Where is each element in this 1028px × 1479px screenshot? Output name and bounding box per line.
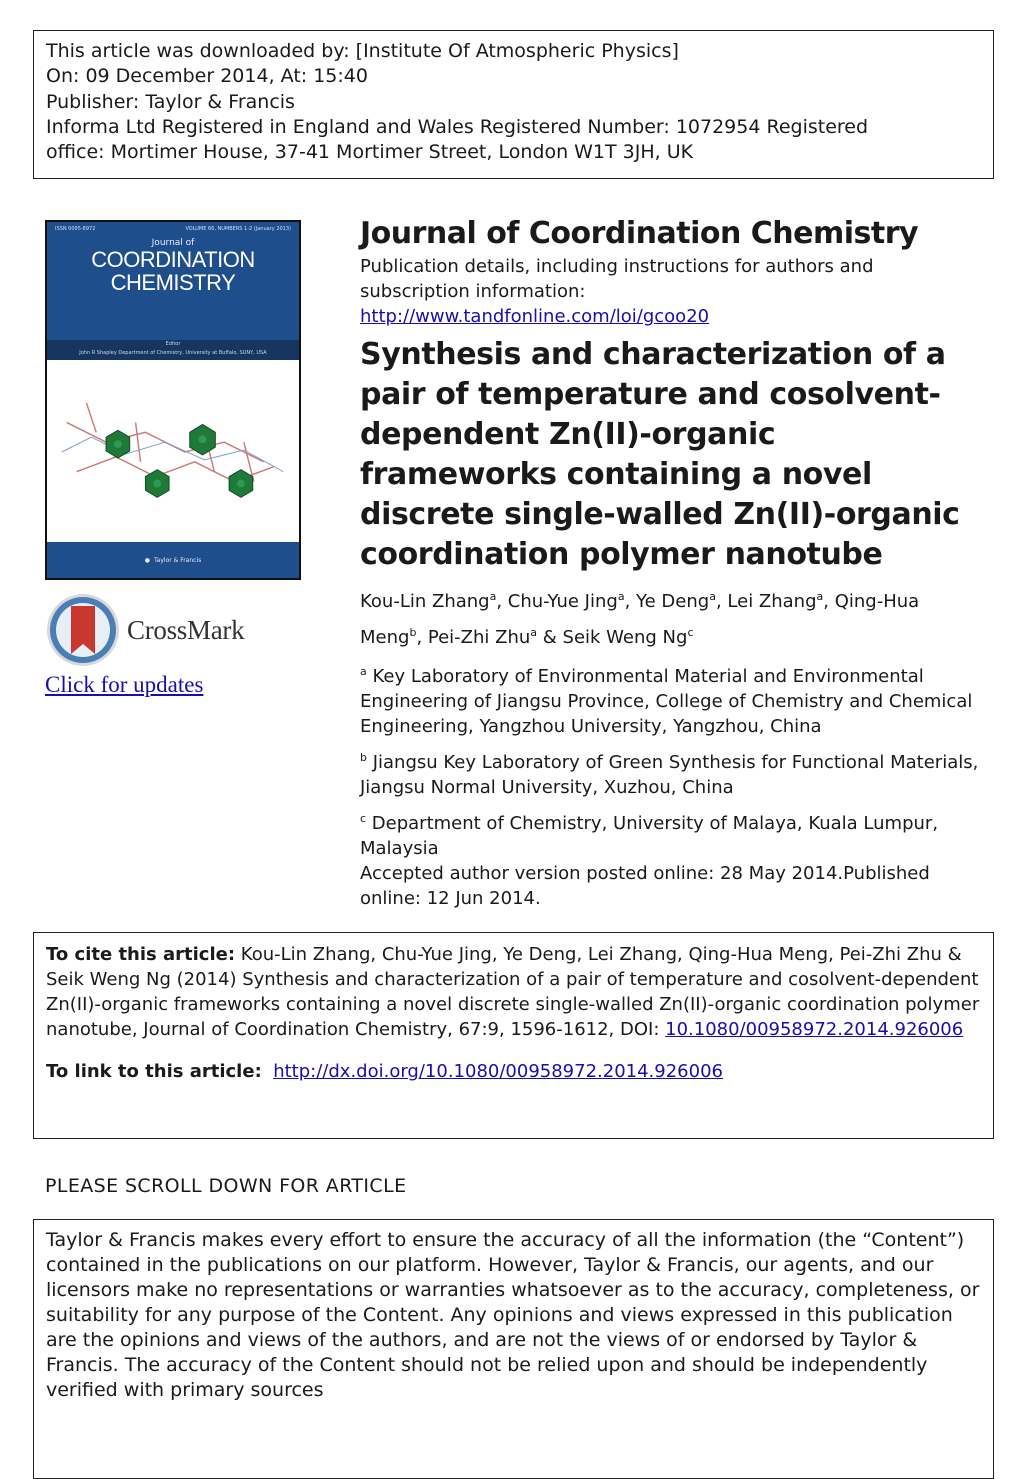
publisher-logo-icon: ● bbox=[144, 556, 150, 564]
article-header bbox=[360, 214, 980, 911]
crossmark-label: CrossMark bbox=[127, 614, 245, 645]
author-name: Lei Zhang bbox=[727, 591, 817, 612]
cover-volume: VOLUME 66, NUMBERS 1-2 (January 2013) bbox=[185, 226, 291, 232]
author-name: Chu-Yue Jing bbox=[507, 591, 618, 612]
citation-label: To cite this article: bbox=[46, 944, 236, 965]
cover-header bbox=[47, 222, 299, 340]
author-separator: , bbox=[624, 591, 637, 612]
author-affil-mark: a bbox=[709, 590, 716, 603]
affiliation bbox=[360, 806, 980, 861]
affiliation bbox=[360, 745, 980, 800]
affiliation bbox=[360, 659, 980, 739]
download-info-line: On: 09 December 2014, At: 15:40 bbox=[46, 65, 368, 88]
affiliation-text: Jiangsu Key Laboratory of Green Synthesis for Functional Materials, Jiangsu Normal University, Xuzhou, China bbox=[360, 752, 979, 798]
author-affil-mark: a bbox=[816, 590, 824, 603]
author-separator: , bbox=[823, 591, 835, 612]
author-name: Kou-Lin Zhang bbox=[360, 591, 490, 612]
author-separator: & bbox=[537, 627, 563, 648]
click-for-updates-link[interactable]: Click for updates bbox=[45, 672, 204, 697]
author-affil-mark: a bbox=[617, 590, 625, 603]
citation-box bbox=[33, 932, 994, 1139]
cover-publisher-bar bbox=[47, 542, 299, 578]
author-separator: , bbox=[715, 591, 728, 612]
affiliation-text: Department of Chemistry, University of Malaya, Kuala Lumpur, Malaysia bbox=[360, 813, 939, 859]
author-name: Qing-Hua Meng bbox=[360, 591, 920, 648]
cover-editor-band bbox=[47, 340, 299, 360]
scroll-down-notice: PLEASE SCROLL DOWN FOR ARTICLE bbox=[45, 1175, 407, 1197]
crossmark-icon bbox=[45, 592, 121, 668]
disclaimer-text: Taylor & Francis makes every effort to ensure the accuracy of all the information (the “Content”) contained in the publications on our platform. However, Taylor & Francis, our agents, and our licensors make no representations or warranties whatsoever as to the accuracy, completeness, or suitability for any purpose of the Content. Any opinions and views expressed in this publication are the opinions and views of the authors, and are not the views of or endorsed by Taylor & Francis. The accuracy of the Content should not be relied upon and should be independently verified with primary sources bbox=[46, 1229, 980, 1401]
author-affil-mark: a bbox=[530, 626, 538, 639]
molecule-illustration bbox=[47, 362, 299, 542]
article-doi-link[interactable]: http://dx.doi.org/10.1080/00958972.2014.926006 bbox=[273, 1061, 723, 1082]
disclaimer-box bbox=[33, 1219, 994, 1479]
cover-title-line: COORDINATION bbox=[91, 247, 255, 272]
article-title: Synthesis and characterization of a pair of temperature and cosolvent-dependent Zn(II)-organic frameworks containing a novel discrete single-walled Zn(II)-organic coordination polymer nanotube bbox=[360, 337, 960, 572]
download-info-line: This article was downloaded by: [Institute Of Atmospheric Physics] bbox=[46, 40, 679, 62]
author-separator: , bbox=[416, 627, 428, 648]
download-info-line: office: Mortimer House, 37-41 Mortimer Street, London W1T 3JH, UK bbox=[46, 141, 694, 164]
publication-details: Publication details, including instructions for authors and subscription information: bbox=[360, 256, 874, 302]
journal-cover-image[interactable] bbox=[45, 220, 301, 580]
download-info-box bbox=[33, 30, 994, 179]
cover-issn: ISSN 0095-8972 bbox=[55, 226, 96, 232]
cover-editor-name: John R Shapley Department of Chemistry, University at Buffalo, SUNY, USA bbox=[79, 350, 267, 356]
author-affil-mark: a bbox=[489, 590, 497, 603]
journal-title: Journal of Coordination Chemistry bbox=[360, 216, 919, 251]
citation-text: Kou-Lin Zhang, Chu-Yue Jing, Ye Deng, Lei Zhang, Qing-Hua Meng, Pei-Zhi Zhu & Seik Weng Ng (2014) Synthesis and characterization of a pair of temperature and cosolvent-dependent Zn(II)-organic frameworks containing a novel discrete single-walled Zn(II)-organic coordination polymer nanotube, Journal of Coordination Chemistry, 67:9, 1596-1612, DOI: bbox=[46, 944, 980, 1040]
article-link-row bbox=[46, 1059, 981, 1084]
link-label: To link to this article: bbox=[46, 1061, 262, 1082]
cover-editor-label: Editor bbox=[165, 341, 181, 347]
author-name: Ye Deng bbox=[636, 591, 710, 612]
affiliation-text: Key Laboratory of Environmental Material and Environmental Engineering of Jiangsu Province, College of Chemistry and Chemical Engineering, Yangzhou University, Yangzhou, China bbox=[360, 666, 973, 737]
download-info-line: Publisher: Taylor & Francis bbox=[46, 90, 295, 113]
author-affil-mark: b bbox=[409, 626, 417, 639]
author-affil-mark: c bbox=[687, 626, 694, 639]
cover-journal-word: Journal of bbox=[151, 238, 195, 248]
affiliation-mark: c bbox=[360, 812, 367, 825]
crossmark-badge[interactable] bbox=[45, 592, 275, 668]
citation-doi-link[interactable]: 10.1080/00958972.2014.926006 bbox=[665, 1019, 964, 1040]
cover-title-line: CHEMISTRY bbox=[110, 270, 236, 295]
download-info-line: Informa Ltd Registered in England and Wales Registered Number: 1072954 Registered bbox=[46, 115, 869, 138]
citation-paragraph bbox=[46, 942, 981, 1042]
author-list bbox=[360, 581, 980, 653]
cover-publisher: Taylor & Francis bbox=[154, 556, 202, 564]
author-name: Pei-Zhi Zhu bbox=[427, 627, 531, 648]
affiliation-mark: a bbox=[360, 665, 367, 678]
author-separator: , bbox=[496, 591, 508, 612]
journal-url-link[interactable]: http://www.tandfonline.com/loi/gcoo20 bbox=[360, 306, 710, 327]
posted-dates: Accepted author version posted online: 28 May 2014.Published online: 12 Jun 2014. bbox=[360, 863, 930, 909]
affiliation-mark: b bbox=[360, 751, 367, 764]
author-name: Seik Weng Ng bbox=[562, 627, 688, 648]
